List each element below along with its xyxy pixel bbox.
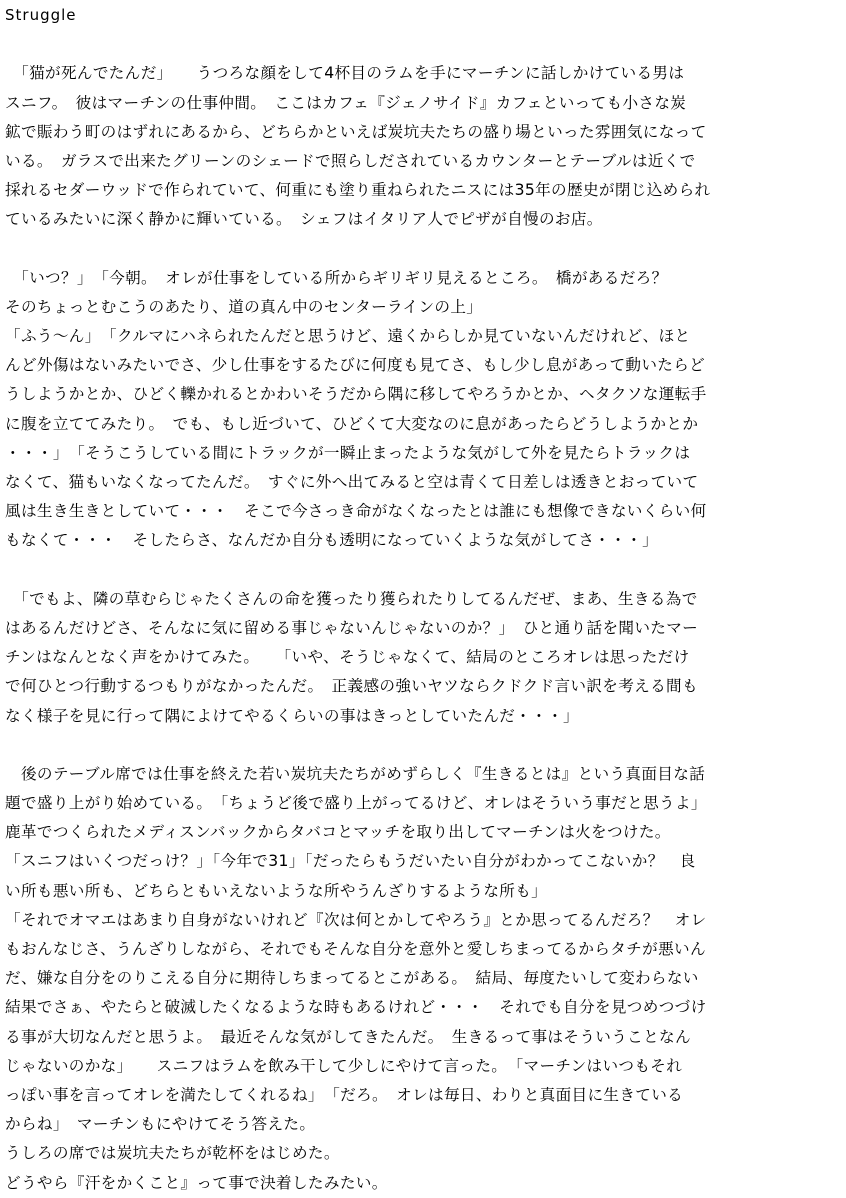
text-line: っぽい事を言ってオレを満たしてくれるね」 「だろ。 オレは毎日、わりと真面目に生きている [5, 1085, 684, 1104]
text-line: うしようかとか、ひどく轢かれるとかわいそうだから隅に移してやろうかとか、ヘタクソな運転手 [5, 385, 707, 404]
blank-line [5, 731, 841, 760]
text-line: からね」 マーチンもにやけてそう答えた。 [5, 1115, 316, 1134]
text-line: じゃないのかな」 スニフはラムを飲み干して少しにやけて言った。 「マーチンはいつもそれ [5, 1056, 683, 1075]
text-line: なく様子を見に行って隅によけてやるくらいの事はきっとしていたんだ・・・」 [5, 706, 579, 725]
blank-line [5, 556, 841, 585]
text-line: る事が大切なんだと思うよ。 最近そんな気がしてきたんだ。 生きるって事はそういうことなん [5, 1027, 691, 1046]
text-line: に腹を立ててみたり。 でも、もし近づいて、ひどくて大変なのに息があったらどうしようかとか [5, 414, 699, 433]
text-line: なくて、猫もいなくなってたんだ。 すぐに外へ出てみると空は青くて日差しは透きとおっていて [5, 473, 699, 491]
text-line: んど外傷はないみたいでさ、少し仕事をするたびに何度も見てさ、もし少し息があって動いたらど [5, 356, 706, 375]
text-line: 「猫が死んでたんだ」 うつろな顔をして4杯目のラムを手にマーチンに話しかけている男は [5, 64, 685, 83]
text-line: 「ふう～ん」 「クルマにハネられたんだと思うけど、遠くからしか見ていないんだけれど、ほと [5, 327, 691, 346]
text-line: 鉱で賑わう町のはずれにあるから、どちらかといえば炭坑夫たちの盛り場といった雰囲気になって [5, 122, 707, 141]
text-line: どうやら『汗をかくこと』って事で決着したみたい。 [5, 1173, 388, 1192]
text-line: スニフ。 彼はマーチンの仕事仲間。 ここはカフェ『ジェノサイド』カフェといっても小さな炭 [5, 93, 687, 112]
story-title: Struggle [5, 6, 77, 24]
blank-line [5, 30, 841, 59]
text-line: チンはなんとなく声をかけてみた。 「いや、そうじゃなくて、結局のところオレは思っただけ [5, 648, 690, 667]
text-line: 題で盛り上がり始めている。 「ちょうど後で盛り上がってるけど、オレはそういう事だと思うよ」 [5, 794, 707, 813]
text-line: 後のテーブル席では仕事を終えた若い炭坑夫たちがめずらしく『生きるとは』という真面目な話 [5, 764, 706, 783]
text-line: で何ひとつ行動するつもりがなかったんだ。 正義感の強いヤツならクドクド言い訳を考える間も [5, 677, 698, 696]
text-line: ・・・」 「そうこうしている間にトラックが一瞬止まったような気がして外を見たらトラックは [5, 443, 691, 462]
text-line: 結果でさぁ、やたらと破滅したくなるような時もあるけれど・・・ それでも自分を見つめつづけ [5, 998, 707, 1017]
document-page [5, 1, 841, 1198]
text-line: もおんなじさ、うんざりしながら、それでもそんな自分を意外と愛しちまってるからタチが悪いん [5, 940, 706, 958]
text-line: もなくて・・・ そしたらさ、なんだか自分も透明になっていくような気がしてさ・・・」 [5, 531, 659, 550]
text-line: い所も悪い所も、どちらともいえないような所やうんざりするような所も」 [5, 881, 548, 900]
text-line: 「でもよ、隣の草むらじゃたくさんの命を獲ったり獲られたりしてるんだぜ、まあ、生きる為で [5, 589, 698, 608]
text-line: だ、嫌な自分をのりこえる自分に期待しちまってるとこがある。 結局、毎度たいして変わらない [5, 969, 699, 988]
text-line: ているみたいに深く静かに輝いている。 シェフはイタリア人でピザが自慢のお店。 [5, 210, 603, 229]
text-line: 「スニフはいくつだっけ？」「今年で31」「だったらもうだいたい自分がわかってこないか？ 良 [5, 852, 696, 871]
text-line: はあるんだけどさ、そんなに気に留める事じゃないんじゃないのか？」 ひと通り話を聞いたマー [5, 618, 699, 637]
text-line: 「それでオマエはあまり自身がないけれど『次は何とかしてやろう』とか思ってるんだろ？ オレ [5, 910, 707, 929]
text-line: 採れるセダーウッドで作られていて、何重にも塗り重ねられたニスには35年の歴史が閉じ込められ [5, 181, 711, 200]
text-line: 「いつ？」 「今朝。 オレが仕事をしている所からギリギリ見えるところ。 橋があるだろ？ [5, 268, 668, 287]
text-line: 風は生き生きとしていて・・・ そこで今さっき命がなくなったとは誰にも想像できないくらい何 [5, 502, 707, 521]
blank-line [5, 235, 841, 264]
text-line: いる。 ガラスで出来たグリーンのシェードで照らしだされているカウンターとテーブルは近くで [5, 151, 696, 170]
text-line: 鹿革でつくられたメディスンバックからタバコとマッチを取り出してマーチンは火をつけた。 [5, 823, 671, 842]
text-line: うしろの席では炭坑夫たちが乾杯をはじめた。 [5, 1144, 340, 1163]
story-body [5, 30, 841, 1198]
text-line: そのちょっとむこうのあたり、道の真ん中のセンターラインの上」 [5, 297, 483, 316]
